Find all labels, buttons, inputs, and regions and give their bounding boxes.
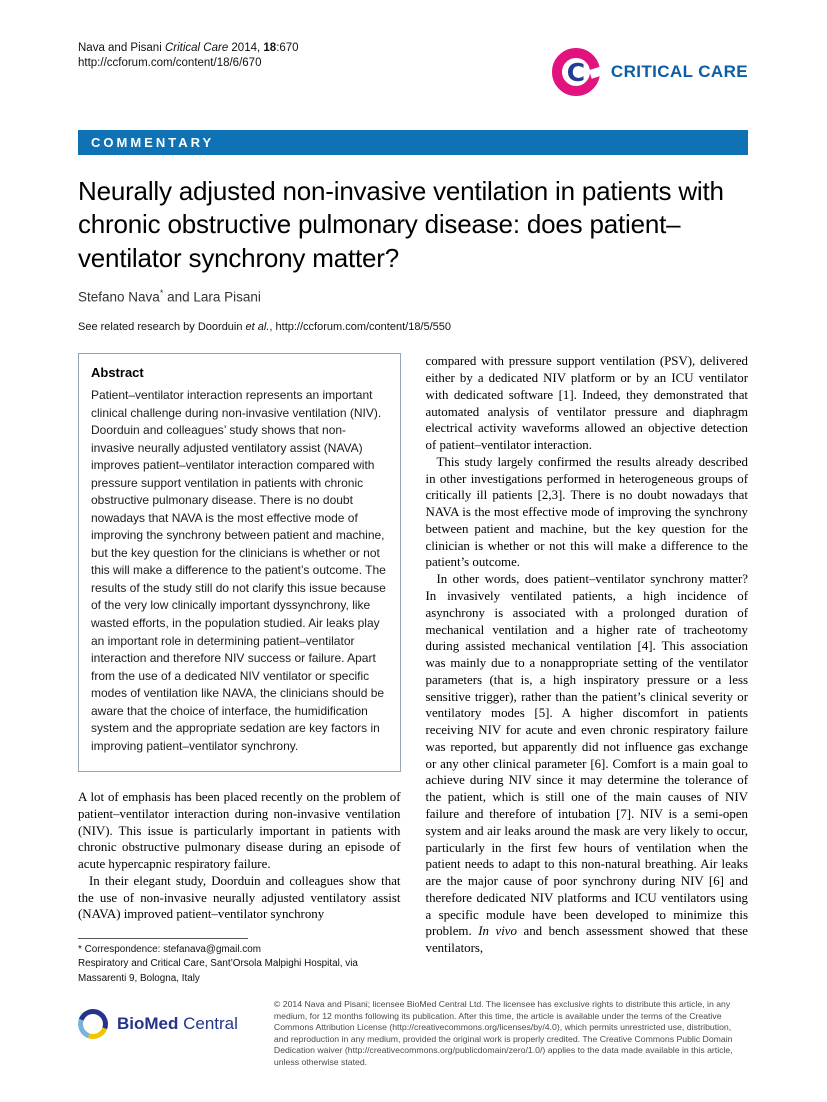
correspondence-line bbox=[78, 943, 401, 958]
logo-letter-c: C bbox=[566, 57, 586, 87]
author-name-2: and Lara Pisani bbox=[163, 289, 261, 305]
article-type-banner bbox=[78, 130, 748, 155]
logo-text-biomed: BioMed bbox=[117, 1014, 179, 1034]
critical-care-logo bbox=[552, 48, 748, 96]
left-column bbox=[78, 353, 401, 987]
body-paragraph: This study largely confirmed the results already described in other investigations performed in heterogeneous groups of critically ill patients [2,3]. There is no doubt nowadays that NAVA is the most effective mode of improving the synchrony between patient and machine, but the key question for the clinician is whether or not this will make a difference to the patient’s outcome. bbox=[425, 454, 748, 570]
right-column bbox=[426, 353, 749, 987]
abstract-heading: Abstract bbox=[91, 365, 144, 381]
correspondence-label: * Correspondence: bbox=[78, 943, 164, 955]
related-research-link[interactable]: http://ccforum.com/content/18/5/550 bbox=[275, 321, 452, 334]
paragraph-text: and bench assessment showed that these ventilators, bbox=[425, 924, 749, 956]
page-header bbox=[78, 40, 748, 96]
citation-line bbox=[78, 40, 299, 57]
related-research-line bbox=[78, 321, 748, 333]
related-comma: , bbox=[269, 321, 276, 334]
correspondence-footnote bbox=[78, 932, 401, 988]
article-type-label: COMMENTARY bbox=[91, 135, 215, 150]
body-paragraph bbox=[426, 571, 749, 957]
related-etal: et al. bbox=[245, 321, 270, 334]
page-footer bbox=[78, 999, 748, 1102]
two-column-body bbox=[78, 353, 748, 987]
citation-page: :670 bbox=[276, 42, 299, 54]
footnote-divider bbox=[78, 938, 248, 939]
biomed-central-logo-icon bbox=[73, 1004, 113, 1044]
related-text: See related research by Doorduin bbox=[78, 321, 246, 334]
citation-block bbox=[78, 40, 299, 69]
logo-text-central: Central bbox=[178, 1014, 238, 1034]
affiliation-line: Respiratory and Critical Care, Sant’Orsola Malpighi Hospital, via Massarenti 9, Bologna, Italy bbox=[78, 958, 358, 985]
author-name-1: Stefano Nava bbox=[78, 289, 160, 305]
copyright-notice: © 2014 Nava and Pisani; licensee BioMed Central Ltd. The licensee has exclusive rights to distribute this article, in any medium, for 12 months following its publication. After this time, the article is available under the terms of the Creative Commons Attribution License (http://creativecommons.org/licenses/by/4.0), which permits unrestricted use, distribution, and reproduction in any medium, provided the original work is properly credited. The Creative Commons Public Domain Dedication waiver (http://creativecommons.org/publicdomain/zero/1.0/) applies to the data made available in this article, unless otherwise stated. bbox=[273, 999, 733, 1067]
abstract-text: Patient–ventilator interaction represents an important clinical challenge during non-invasive ventilation (NIV). Doorduin and colleagues’ study shows that non-invasive neurally adjusted ventilatory assist (NAVA) improves patient–ventilator interaction compared with pressure support ventilation in patients with chronic obstructive pulmonary disease. There is no doubt nowadays that NAVA is the most effective mode of improving the synchrony between patient and machine, but the key question for the clinicians is whether or not this will make a difference to the patient’s outcome. The results of the study still do not clarify this issue because of the very low clinically important dyssynchrony, like wasted efforts, in the population studied. Air leaks play an important role in determining patient–ventilator interaction and therefore NIV success or failure. Apart from the use of a dedicated NIV ventilator or specific modes of ventilation like NAVA, the clinicians should be aware that the choice of interface, the humidification system and the appropriate sedation are key factors in improving patient–ventilator synchrony. bbox=[91, 388, 386, 753]
correspondence-asterisk: * bbox=[159, 287, 164, 298]
article-url-link[interactable]: http://ccforum.com/content/18/6/670 bbox=[78, 56, 262, 69]
paragraph-italic-text: In vivo bbox=[478, 924, 517, 939]
biomed-central-logo bbox=[78, 1009, 238, 1039]
correspondence-email-link[interactable]: stefanava@gmail.com bbox=[163, 943, 261, 955]
body-paragraph: A lot of emphasis has been placed recently on the problem of patient–ventilator interaction during non-invasive ventilation (NIV). This issue is particularly important in patients with chronic obstructive pulmonary disease during an episode of acute hypercapnic respiratory failure. bbox=[78, 790, 401, 872]
body-paragraph: In their elegant study, Doorduin and colleagues show that the use of non-invasive neurally adjusted ventilatory assist (NAVA) improved patient–ventilator synchrony bbox=[78, 873, 401, 922]
journal-name: CRITICAL CARE bbox=[610, 62, 748, 81]
author-line bbox=[78, 288, 748, 305]
article-title: Neurally adjusted non-invasive ventilation in patients with chronic obstructive pulmonary disease: does patient–ventilator synchrony matter? bbox=[78, 176, 724, 273]
citation-journal: Critical Care bbox=[164, 42, 229, 54]
paragraph-text: In other words, does patient–ventilator synchrony matter? In invasively ventilated patients, a high incidence of asynchrony is associated with a prolonged duration of mechanical ventilation and a higher rate of tracheotomy during assisted mechanical ventilation [4]. This association was mainly due to a nonappropriate setting of the ventilator parameters (that is, a high inspiratory pressure or a less sensitive trigger), rather than the patient’s clinical severity or ventilatory modes [5]. A higher discomfort in patients receiving NIV for acute and even chronic respiratory failure was reported, but apparently did not influence gas exchange or any other clinical parameter [6]. Comfort is a main goal to achieve during NIV since it may determine the tolerance of the patient, which is still one of the main causes of NIV failure and therefore of intubation [7]. NIV is a semi-open system and air leaks around the mask are very likely to occur, particularly in the first few hours of ventilation when the patient needs to adapt to this non-natural breathing. Air leaks are the major cause of poor synchrony during NIV [6] and therefore dedicated NIV platforms and ICU ventilators using a specific module have been developed to minimize this problem. bbox=[425, 572, 748, 939]
citation-year: 2014, bbox=[228, 42, 264, 54]
citation-authors: Nava and Pisani bbox=[78, 42, 165, 54]
citation-volume: 18 bbox=[263, 42, 277, 54]
abstract-box bbox=[78, 353, 401, 772]
body-paragraph: compared with pressure support ventilation (PSV), delivered either by a dedicated NIV platform or by an ICU ventilator with dedicated software [1]. Indeed, they demonstrated that automated analysis of ventilator pressure and diaphragm electrical activity waveforms allowed an objective detection of patient–ventilator interaction. bbox=[425, 354, 748, 453]
critical-care-logo-icon bbox=[552, 48, 600, 96]
biomed-central-logo-text bbox=[117, 1014, 238, 1034]
